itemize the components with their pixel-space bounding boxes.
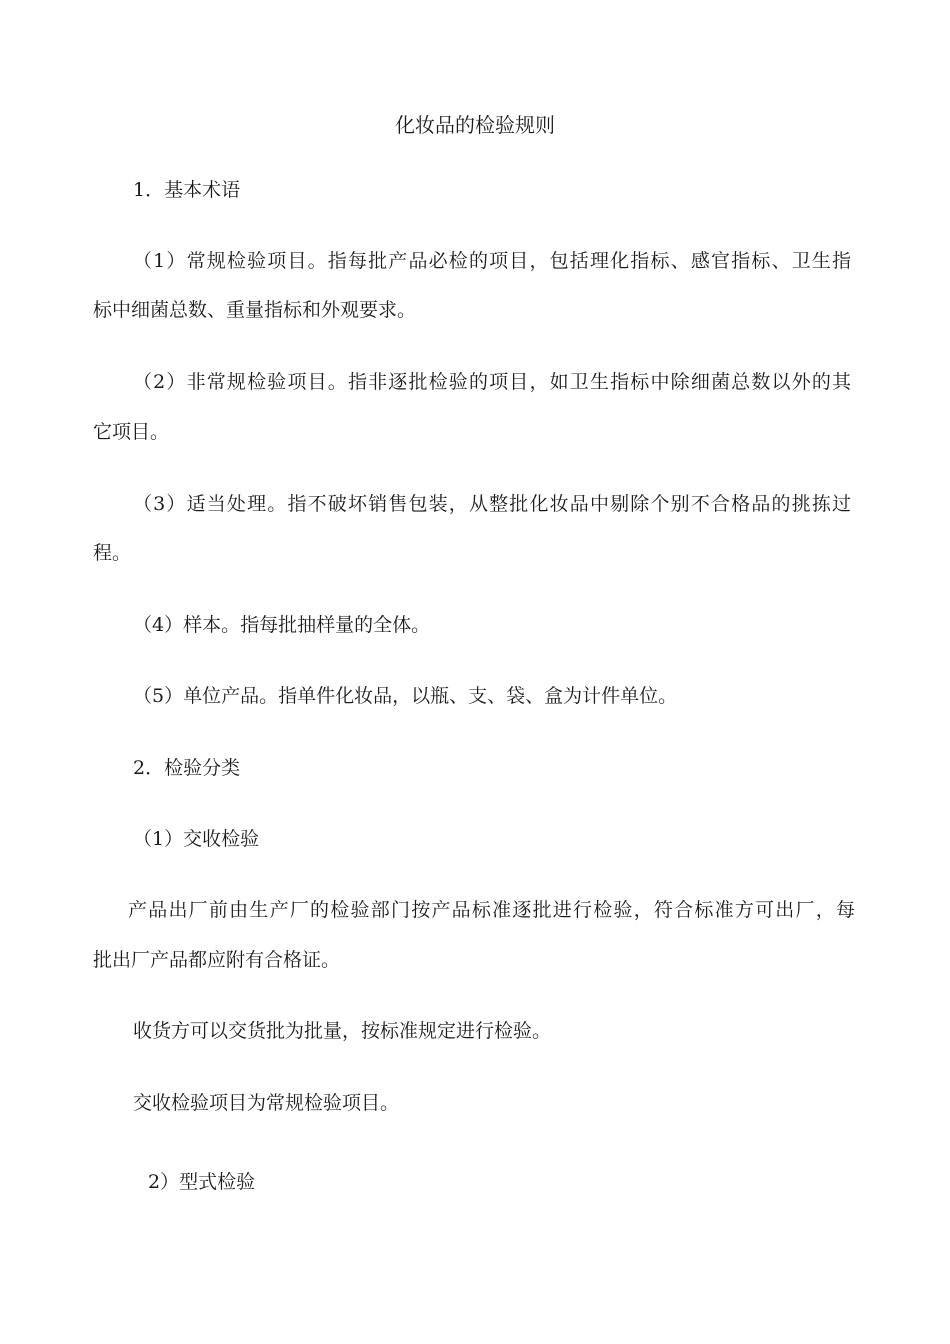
section2-heading: 2．检验分类 bbox=[133, 757, 241, 779]
term3-line1: （3）适当处理。指不破坏销售包装，从整批化妆品中剔除个别不合格品的挑拣过 bbox=[133, 493, 851, 515]
acceptance-para2: 收货方可以交货批为批量，按标准规定进行检验。 bbox=[133, 1020, 552, 1042]
subsection2-heading: 2）型式检验 bbox=[148, 1171, 256, 1193]
document-title: 化妆品的检验规则 bbox=[395, 113, 555, 137]
subsection1-heading: （1）交收检验 bbox=[133, 828, 260, 850]
section1-heading: 1．基本术语 bbox=[133, 179, 241, 201]
acceptance-para3: 交收检验项目为常规检验项目。 bbox=[133, 1092, 400, 1114]
term3-line2: 程。 bbox=[93, 542, 132, 564]
term2-line2: 它项目。 bbox=[93, 421, 170, 443]
term1-line2: 标中细菌总数、重量指标和外观要求。 bbox=[93, 299, 417, 321]
term2-line1: （2）非常规检验项目。指非逐批检验的项目，如卫生指标中除细菌总数以外的其 bbox=[133, 371, 851, 393]
acceptance-para1-line2: 批出厂产品都应附有合格证。 bbox=[93, 949, 341, 971]
term4: （4）样本。指每批抽样量的全体。 bbox=[133, 614, 431, 636]
term1-line1: （1）常规检验项目。指每批产品必检的项目，包括理化指标、感官指标、卫生指 bbox=[133, 250, 851, 272]
term5: （5）单位产品。指单件化妆品，以瓶、支、袋、盒为计件单位。 bbox=[133, 685, 678, 707]
acceptance-para1-line1: 产品出厂前由生产厂的检验部门按产品标准逐批进行检验，符合标准方可出厂，每 bbox=[128, 899, 855, 921]
